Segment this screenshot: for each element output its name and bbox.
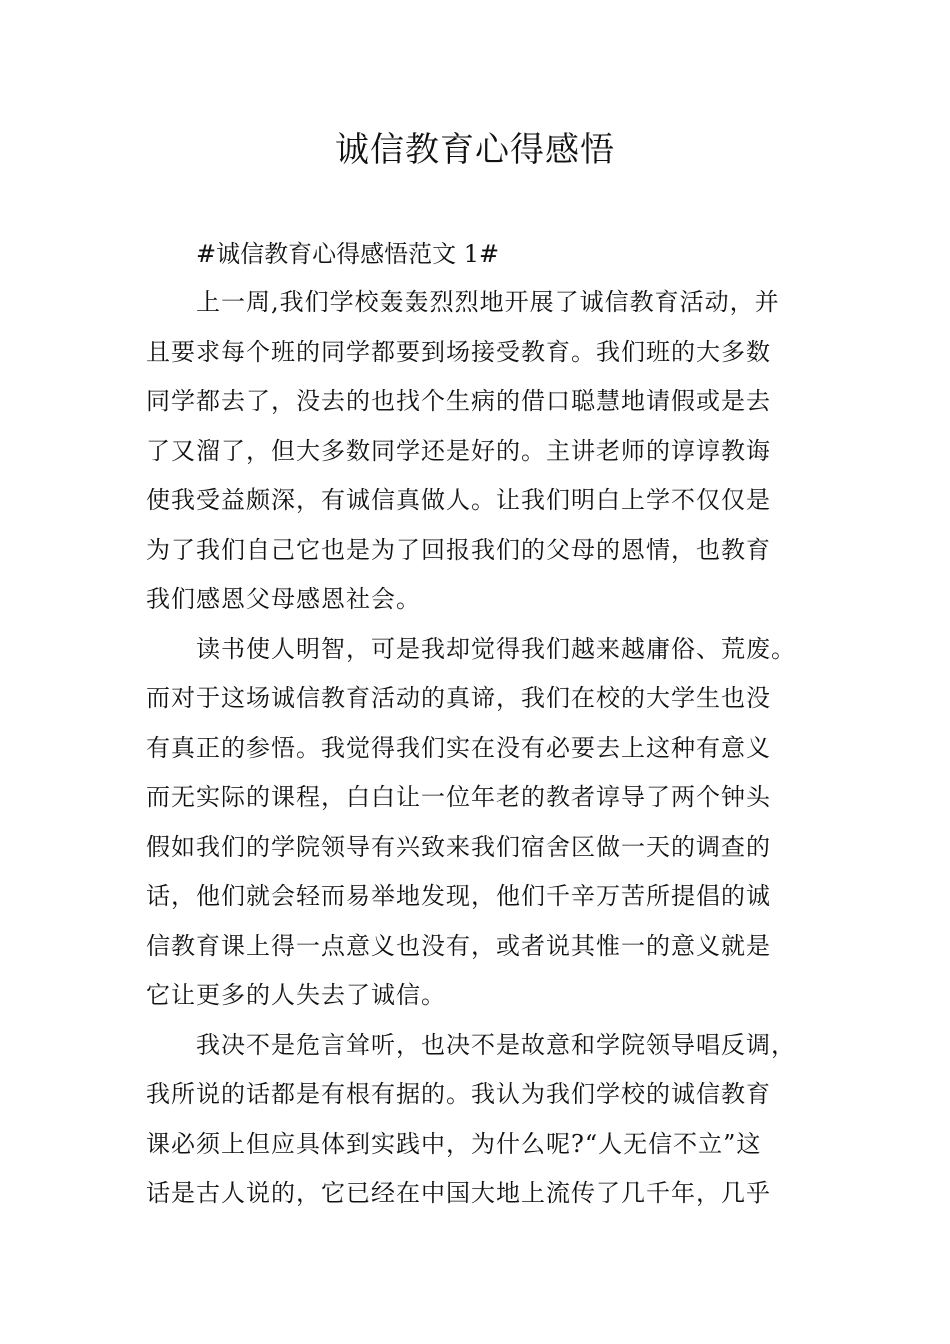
paragraph-line: 信教育课上得一点意义也没有，或者说其惟一的意义就是 (146, 931, 771, 960)
paragraph-line: 而无实际的课程，白白让一位年老的教者谆导了两个钟头 (146, 783, 771, 811)
paragraph-2 (146, 625, 818, 1021)
paragraph-line: 话，他们就会轻而易举地发现，他们千辛万苦所提倡的诚 (146, 882, 771, 910)
paragraph-line: 它让更多的人失去了诚信。 (146, 981, 446, 1009)
paragraph-line: 有真正的参悟。我觉得我们实在没有必要去上这种有意义 (146, 733, 771, 762)
paragraph-line: 且要求每个班的同学都要到场接受教育。我们班的大多数 (146, 337, 771, 366)
paragraph-line: 我所说的话都是有根有据的。我认为我们学校的诚信教育 (146, 1080, 771, 1108)
paragraph-line: 课必须上但应具体到实践中，为什么呢?“人无信不立”这 (146, 1129, 762, 1158)
paragraph-line: 使我受益颇深，有诚信真做人。让我们明白上学不仅仅是 (146, 486, 771, 514)
document-body (146, 230, 818, 1219)
document-title: 诚信教育心得感悟 (335, 130, 615, 170)
paragraph-line: 假如我们的学院领导有兴致来我们宿舍区做一天的调查的 (146, 832, 771, 861)
document-subtitle: #诚信教育心得感悟范文 1# (196, 240, 500, 268)
paragraph-line: 话是古人说的，它已经在中国大地上流传了几千年，几乎 (146, 1179, 771, 1207)
paragraph-line: 为了我们自己它也是为了回报我们的父母的恩情，也教育 (146, 535, 771, 564)
paragraph-3 (146, 1021, 818, 1219)
paragraph-line: 读书使人明智，可是我却觉得我们越来越庸俗、荒废。 (196, 634, 796, 663)
paragraph-line: 而对于这场诚信教育活动的真谛，我们在校的大学生也没 (146, 684, 771, 712)
paragraph-line: 上一周,我们学校轰轰烈烈地开展了诚信教育活动，并 (196, 288, 780, 316)
paragraph-line: 了又溜了，但大多数同学还是好的。主讲老师的谆谆教诲 (146, 436, 771, 465)
paragraph-line: 我决不是危言耸听，也决不是故意和学院领导唱反调， (196, 1030, 796, 1059)
paragraph-line: 同学都去了，没去的也找个生病的借口聪慧地请假或是去 (146, 387, 771, 415)
paragraph-1 (146, 278, 818, 625)
paragraph-line: 我们感恩父母感恩社会。 (146, 585, 421, 613)
